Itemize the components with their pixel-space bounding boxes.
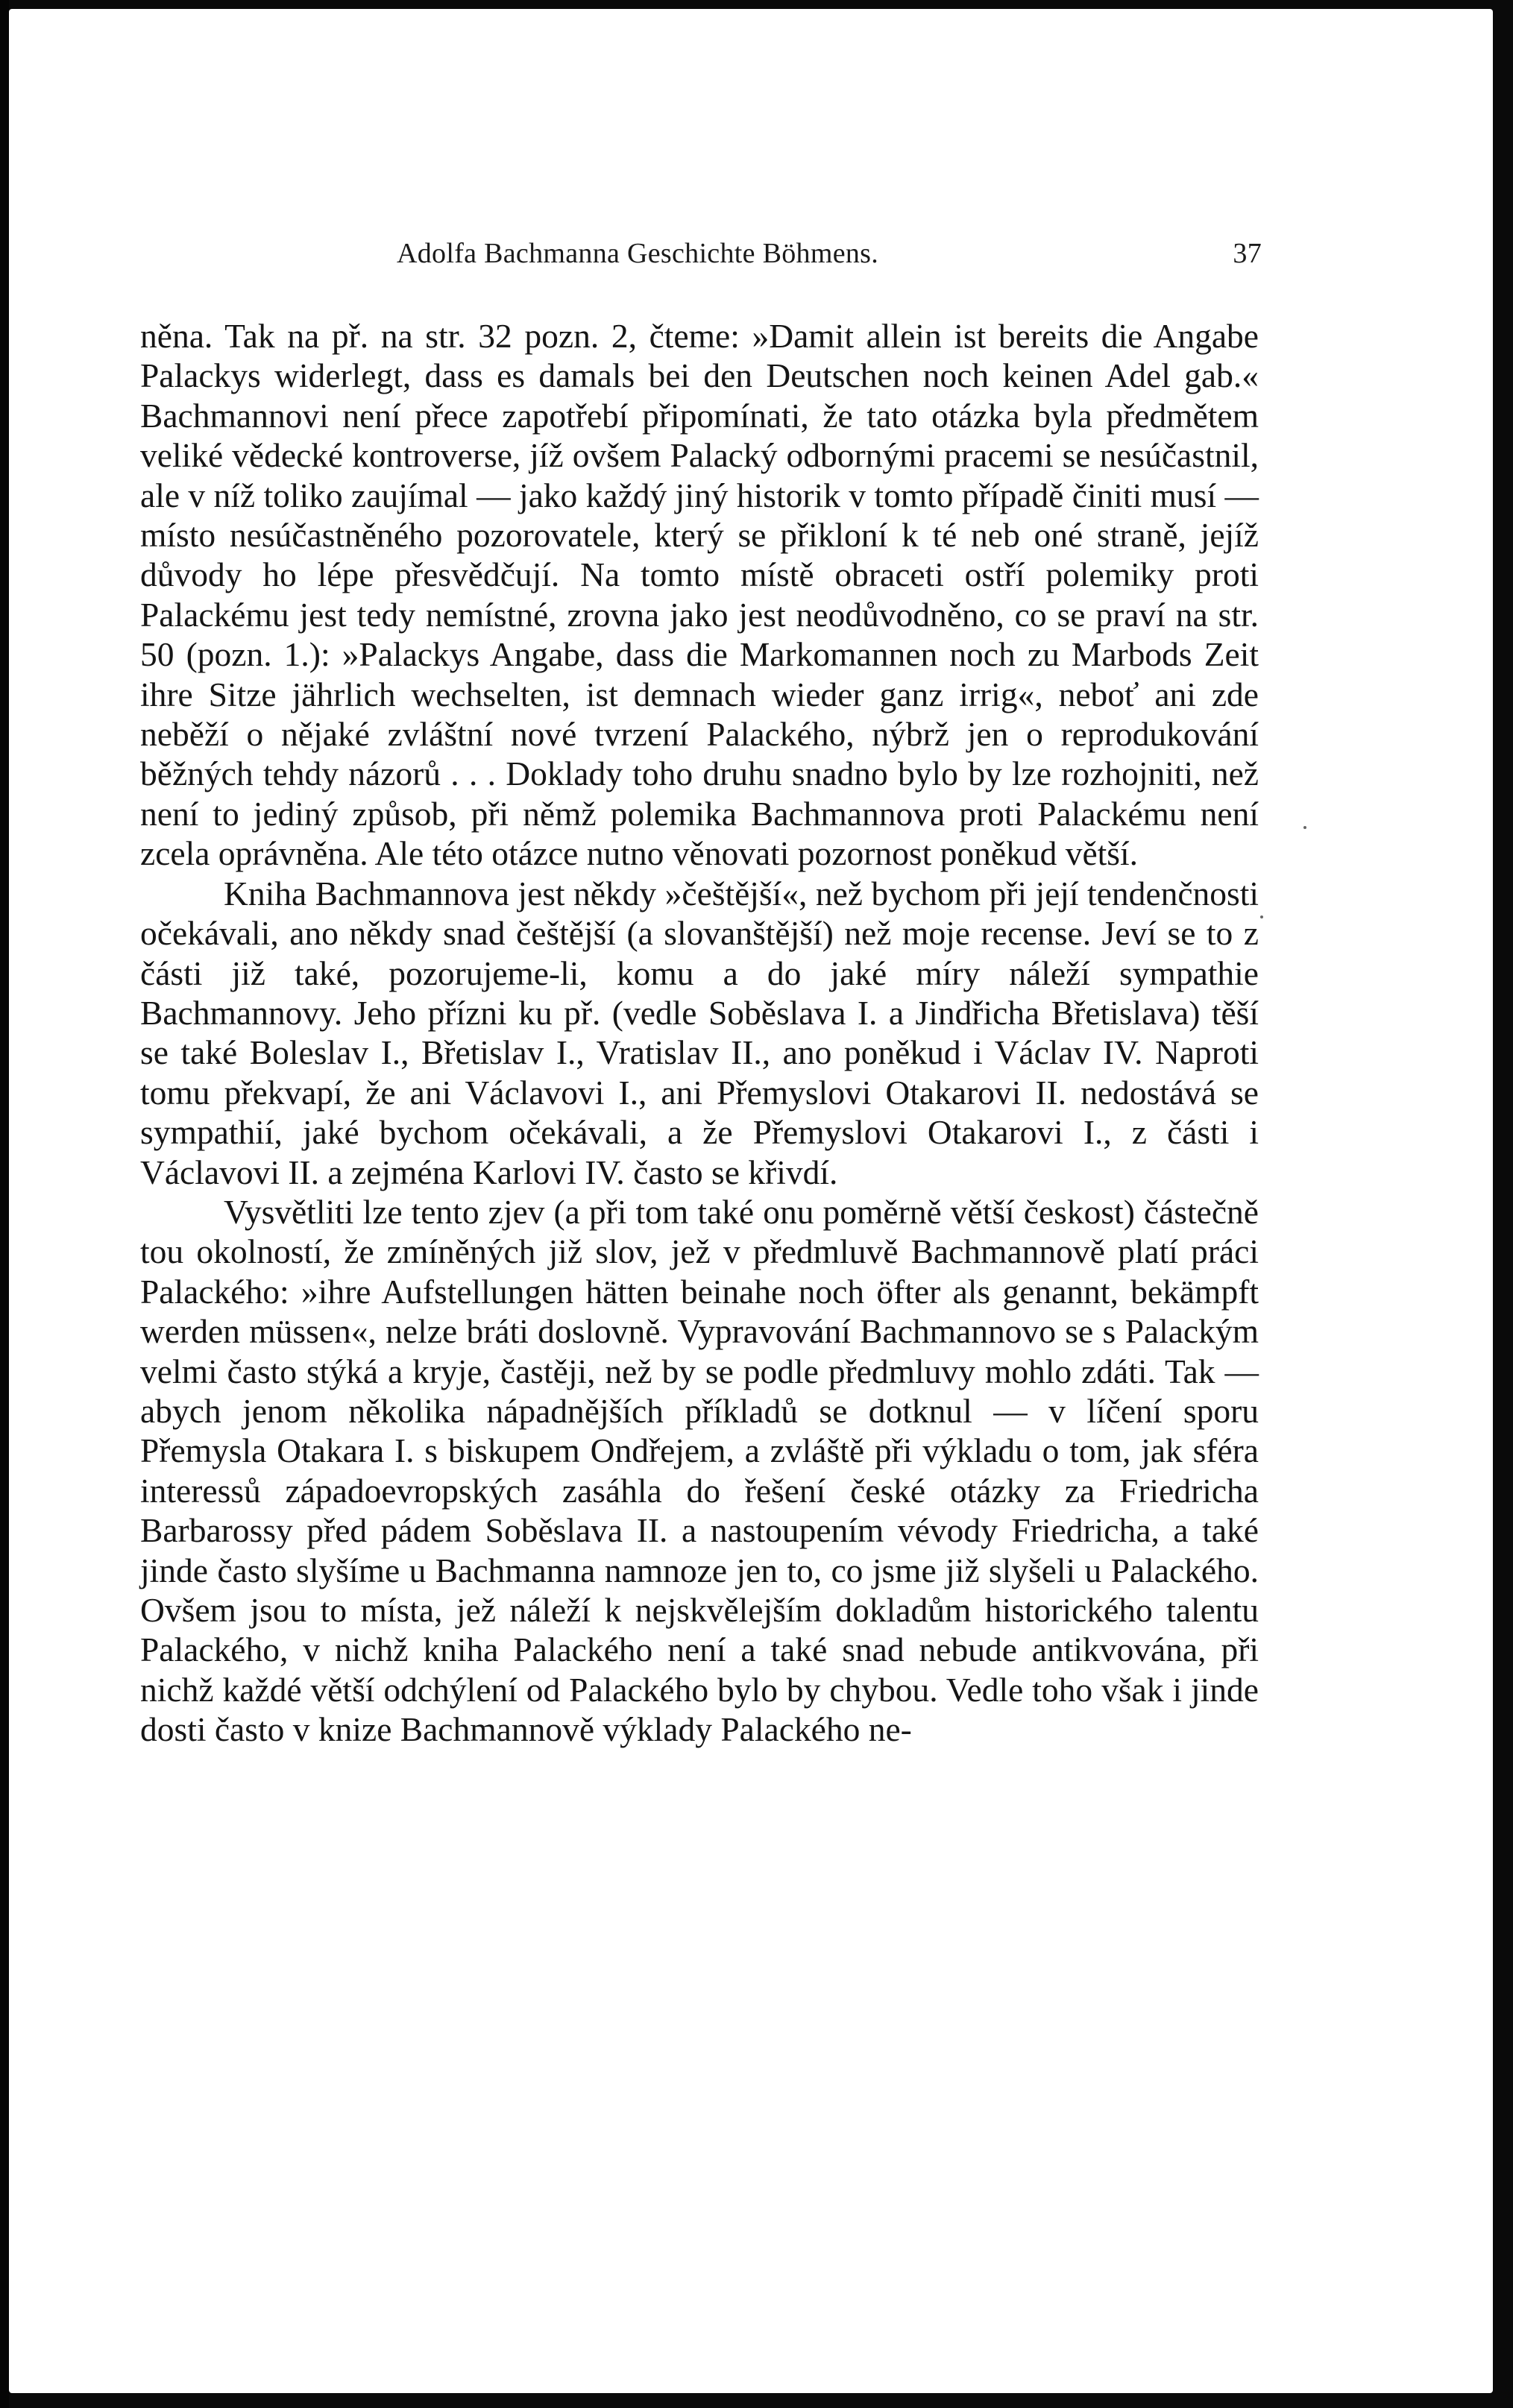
scan-speck [1303,826,1306,829]
running-title: Adolfa Bachmanna Geschichte Böhmens. [397,238,879,269]
page-number: 37 [1233,238,1262,269]
body-text [140,316,1259,1750]
paragraph-3: Vysvětliti lze tento zjev (a při tom také onu poměrně větší českost) částečně tou okolností, že zmíněných již slov, jež v předmluvě Bachmannově platí práci Palackého: »ihre Aufstellungen hätten beinahe noch öfter als genannt, bekämpft werden müssen«, nelze bráti doslovně. Vypravování Bachmannovo se s Palackým velmi často stýká a kryje, častěji, než by se podle předmluvy mohlo zdáti. Tak — abych jenom několika nápadnějších příkladů se dotknul — v líčení sporu Přemysla Otakara I. s biskupem Ondřejem, a zvláště při výkladu o tom, jak sféra interessů západoevropských zasáhla do řešení české otázky za Friedricha Barbarossy před pádem Soběslava II. a nastoupením vévody Friedricha, a také jinde často slyšíme u Bachmanna namnoze jen to, co jsme již slyšeli u Palackého. Ovšem jsou to místa, jež náleží k nejskvělejším dokladům historického talentu Palackého, v nichž kniha Palackého není a také snad nebude antikvována, při nichž každé větší odchýlení od Palackého bylo by chybou. Vedle toho však i jinde dosti často v knize Bachmannově výklady Palackého ne- [140,1192,1259,1749]
scan-speck [1260,915,1263,918]
paragraph-2: Kniha Bachmannova jest někdy »češtější«, než bychom při její tendenčnosti očekávali, ano někdy snad češtější (a slovanštější) než moje recense. Jeví se to z části již také, pozorujeme-li, komu a do jaké míry náleží sympathie Bachmannovy. Jeho přízni ku př. (vedle Soběslava I. a Jindřicha Břetislava) těší se také Boleslav I., Břetislav I., Vratislav II., ano poněkud i Václav IV. Naproti tomu překvapí, že ani Václavovi I., ani Přemyslovi Otakarovi II. nedostává se sympathií, jaké bychom očekávali, a že Přemyslovi Otakarovi I., z části i Václavovi II. a zejména Karlovi IV. často se křivdí. [140,874,1259,1191]
paragraph-1: něna. Tak na př. na str. 32 pozn. 2, čteme: »Damit allein ist bereits die Angabe Palackys widerlegt, dass es damals bei den Deutschen noch keinen Adel gab.« Bachmannovi není přece zapotřebí připomínati, že tato otázka byla předmětem veliké vědecké kontroverse, jíž ovšem Palacký odbornými pracemi se nesúčastnil, ale v níž toliko zaujímal — jako každý jiný historik v tomto případě činiti musí — místo nesúčastněného pozorovatele, který se přikloní k té neb oné straně, jejíž důvody ho lépe přesvědčují. Na tomto místě obraceti ostří polemiky proti Palackému jest tedy nemístné, zrovna jako jest neodůvodněno, co se praví na str. 50 (pozn. 1.): »Palackys Angabe, dass die Markomannen noch zu Marbods Zeit ihre Sitze jährlich wechselten, ist demnach wieder ganz irrig«, neboť ani zde neběží o nějaké zvláštní nové tvrzení Palackého, nýbrž jen o reprodukování běžných tehdy názorů . . . Doklady toho druhu snadno bylo by lze rozhojniti, než není to jediný způsob, při němž polemika Bachmannova proti Palackému není zcela oprávněna. Ale této otázce nutno věnovati pozornost poněkud větší. [140,317,1259,873]
scan-spine-shadow [0,0,9,2408]
running-header [397,237,1262,282]
